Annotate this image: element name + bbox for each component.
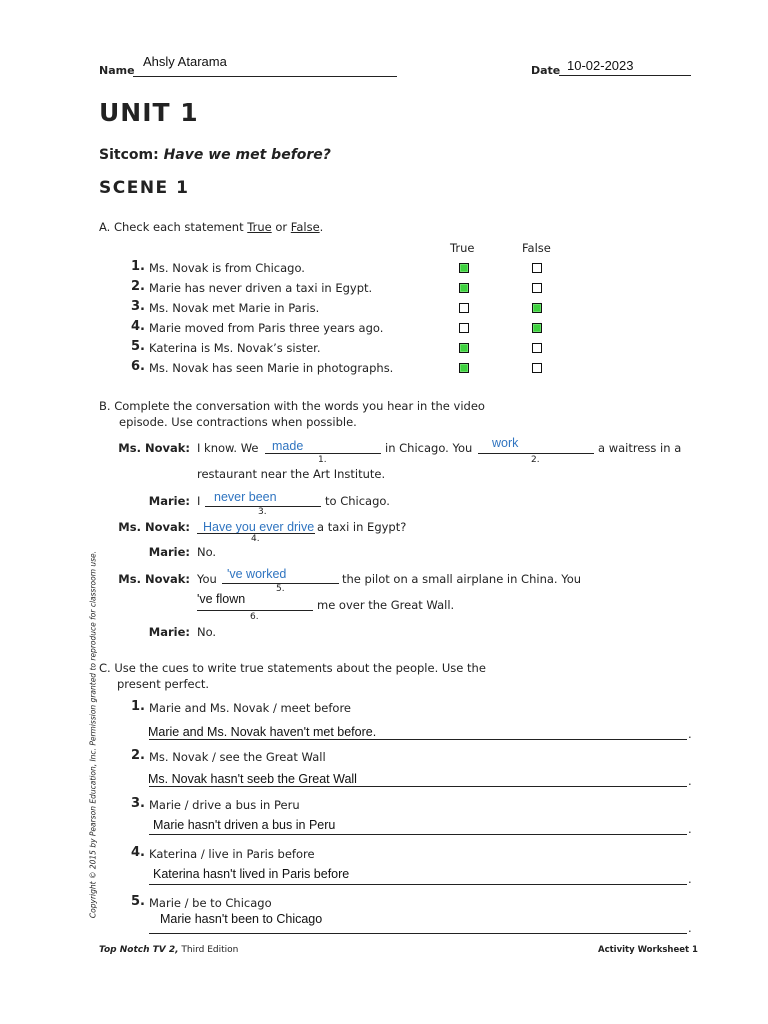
item-number: 5. [131,339,145,354]
answer-line [149,884,687,885]
section-b-instruction-line2: episode. Use contractions when possible. [119,415,357,429]
speaker-ms-novak: Ms. Novak: [118,572,190,586]
blank-4-number: 4. [251,534,260,544]
column-header-true: True [450,241,475,255]
cue-text: Marie / be to Chicago [149,896,272,910]
blank-3-number: 3. [258,507,267,517]
answer-line [149,786,687,787]
true-word: True [247,220,272,234]
instruction-text: A. Check each statement [99,220,248,234]
line-period: . [688,822,692,836]
line-period: . [688,727,692,741]
blank-5-answer[interactable]: 've worked [227,567,287,581]
column-header-false: False [522,241,551,255]
dialogue-text: I [197,494,201,508]
item-number: 4. [131,319,145,334]
date-underline [559,75,691,76]
dialogue-text: in Chicago. You [385,441,473,455]
blank-1-answer[interactable]: made [272,439,304,453]
name-field[interactable]: Ahsly Atarama [143,54,227,69]
answer-field[interactable]: Marie hasn't driven a bus in Peru [153,818,336,832]
period: . [319,220,324,234]
cue-text: Marie / drive a bus in Peru [149,798,300,812]
dialogue-text: a waitress in a [598,441,682,455]
unit-title: UNIT 1 [99,98,199,127]
true-checkbox[interactable] [459,363,469,373]
footer-book-title [99,945,238,955]
cue-text: Katerina / live in Paris before [149,847,315,861]
blank-6-line [197,610,313,611]
date-label: Date [531,64,561,77]
book-title: Top Notch TV 2, [99,945,179,955]
line-period: . [688,921,692,935]
section-c-instruction-line2: present perfect. [117,677,210,691]
item-number: 1. [131,699,145,714]
false-checkbox[interactable] [532,363,542,373]
section-b-instruction-line1: B. Complete the conversation with the words you hear in the video [99,399,485,413]
dialogue-text: You [197,572,217,586]
false-checkbox[interactable] [532,263,542,273]
true-checkbox[interactable] [459,323,469,333]
blank-6-answer[interactable]: 've flown [197,592,246,606]
answer-line [149,834,687,835]
statement-text: Katerina is Ms. Novak’s sister. [149,341,321,355]
statement-text: Ms. Novak has seen Marie in photographs. [149,361,394,375]
dialogue-text: No. [197,545,217,559]
item-number: 2. [131,748,145,763]
blank-2-line [478,453,594,454]
blank-5-number: 5. [276,584,285,594]
footer-worksheet-label: Activity Worksheet 1 [598,945,698,955]
cue-text: Ms. Novak / see the Great Wall [149,750,326,764]
blank-2-number: 2. [531,455,540,465]
true-checkbox[interactable] [459,283,469,293]
speaker-marie: Marie: [148,625,190,639]
item-number: 3. [131,796,145,811]
speaker-ms-novak: Ms. Novak: [118,441,190,455]
item-number: 2. [131,279,145,294]
item-number: 4. [131,845,145,860]
blank-1-number: 1. [318,455,327,465]
dialogue-text: me over the Great Wall. [317,598,455,612]
statement-text: Marie has never driven a taxi in Egypt. [149,281,373,295]
dialogue-text: I know. We [197,441,259,455]
blank-6-number: 6. [250,612,259,622]
true-checkbox[interactable] [459,303,469,313]
line-period: . [688,872,692,886]
sitcom-title: Have we met before? [163,147,331,163]
section-a-instruction [99,220,323,234]
dialogue-text: restaurant near the Art Institute. [197,467,386,481]
blank-2-answer[interactable]: work [492,436,519,450]
false-checkbox[interactable] [532,343,542,353]
answer-field[interactable]: Marie hasn't been to Chicago [160,912,323,926]
dialogue-text: a taxi in Egypt? [317,520,407,534]
scene-title: SCENE 1 [99,178,190,198]
blank-1-line [265,453,381,454]
false-checkbox[interactable] [532,323,542,333]
blank-3-answer[interactable]: never been [214,490,277,504]
section-c-instruction-line1: C. Use the cues to write true statements about the people. Use the [99,661,486,675]
blank-4-answer[interactable]: Have you ever drive [203,520,315,534]
answer-line [149,739,687,740]
answer-field[interactable]: Katerina hasn't lived in Paris before [153,867,350,881]
name-underline [133,76,397,77]
dialogue-text: the pilot on a small airplane in China. You [342,572,582,586]
sitcom-heading [99,147,331,163]
edition: Third Edition [178,945,239,955]
false-checkbox[interactable] [532,283,542,293]
name-label: Name [99,64,135,77]
copyright-notice: Copyright © 2015 by Pearson Education, Inc. Permission granted to reproduce for classroom use. [88,550,98,919]
speaker-marie: Marie: [148,545,190,559]
item-number: 5. [131,894,145,909]
item-number: 6. [131,359,145,374]
sitcom-prefix: Sitcom: [99,147,159,163]
statement-text: Marie moved from Paris three years ago. [149,321,384,335]
cue-text: Marie and Ms. Novak / meet before [149,701,352,715]
false-checkbox[interactable] [532,303,542,313]
dialogue-text: to Chicago. [325,494,390,508]
speaker-ms-novak: Ms. Novak: [118,520,190,534]
statement-text: Ms. Novak is from Chicago. [149,261,305,275]
answer-field[interactable]: Marie and Ms. Novak haven't met before. [148,725,377,739]
dialogue-text: No. [197,625,217,639]
false-word: False [290,220,320,234]
true-checkbox[interactable] [459,263,469,273]
answer-line [149,933,687,934]
true-checkbox[interactable] [459,343,469,353]
item-number: 1. [131,259,145,274]
answer-field[interactable]: Ms. Novak hasn't seeb the Great Wall [148,772,357,786]
or-word: or [271,220,291,234]
speaker-marie: Marie: [148,494,190,508]
item-number: 3. [131,299,145,314]
line-period: . [688,774,692,788]
statement-text: Ms. Novak met Marie in Paris. [149,301,320,315]
date-field[interactable]: 10-02-2023 [567,58,634,73]
